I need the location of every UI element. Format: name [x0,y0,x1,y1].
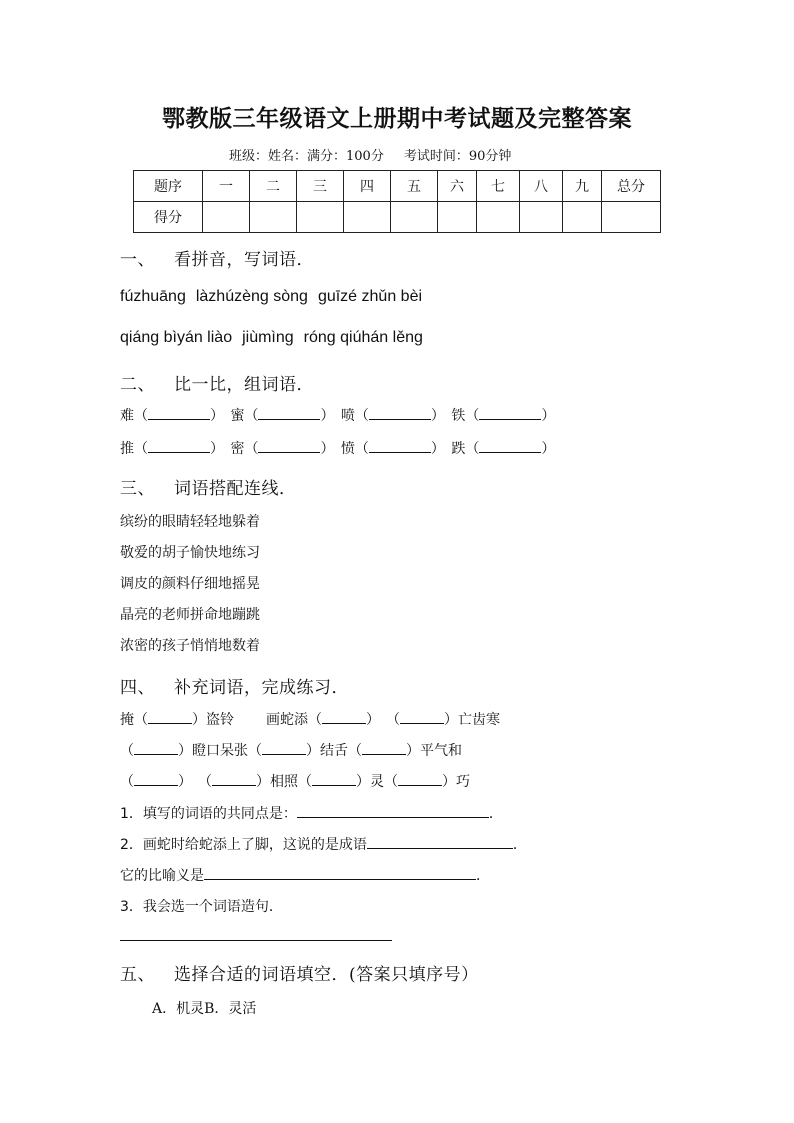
section-title: 看拼音，写词语． [174,250,314,270]
section-title: 补充词语，完成练习． [174,678,349,698]
answer-blank[interactable] [322,709,366,724]
score-cell[interactable] [391,202,438,233]
match-line: 调皮的颜料仔细地摇晃 [120,576,260,592]
section-number: 四、 [120,678,155,698]
score-cell[interactable] [438,202,477,233]
pinyin-word: làzhúzèng sòng [195,288,308,305]
answer-blank[interactable] [258,405,320,420]
score-header-cell: 八 [520,171,563,202]
answer-blank[interactable] [148,709,192,724]
pinyin-line [120,288,432,306]
score-cell[interactable] [297,202,344,233]
answer-blank[interactable] [312,771,356,786]
match-line: 浓密的孩子悄悄地数着 [120,638,260,654]
compare-row [120,405,557,425]
answer-blank[interactable] [369,405,431,420]
question-3: 3．我会选一个词语造句． [120,899,283,915]
answer-blank[interactable] [148,405,210,420]
pinyin-line [120,329,433,347]
section-heading [120,370,314,395]
page-title: 鄂教版三年级语文上册期中考试题及完整答案 [162,105,632,132]
idiom-row: （ ） （ ）相照（ ）灵（ ）巧 [120,771,470,791]
answer-blank[interactable] [369,438,431,453]
score-row-label: 得分 [134,202,203,233]
score-cell[interactable] [203,202,250,233]
answer-blank[interactable] [204,865,476,880]
answer-blank[interactable] [134,740,178,755]
compare-item: 密（ ） [230,441,334,457]
section-title: 比一比，组词语． [174,375,314,395]
exam-time: 考试时间：90分钟 [403,149,512,164]
compare-item: 推（ ） [120,441,224,457]
compare-item: 铁（ ） [451,408,555,424]
question-2-meaning: 它的比喻义是 ． [120,865,490,885]
idiom-row: （ ）瞪口呆张（ ）结舌（ ）平气和 [120,740,462,760]
score-cell[interactable] [520,202,563,233]
pinyin-word: qiáng bìyán liào [120,329,233,346]
section-number: 一、 [120,250,155,270]
compare-item: 喷（ ） [341,408,445,424]
match-line: 敬爱的胡子愉快地练习 [120,545,260,561]
score-header-cell: 五 [391,171,438,202]
score-header-cell: 四 [344,171,391,202]
answer-blank[interactable] [262,740,306,755]
compare-item: 跌（ ） [451,441,555,457]
idiom-row: 掩（ ）盗铃 画蛇添（ ） （ ）亡齿寒 [120,709,500,729]
section-number: 二、 [120,375,155,395]
section-number: 五、 [120,965,155,985]
score-header-cell: 三 [297,171,344,202]
pinyin-word: jiùmìng [242,329,294,346]
score-header-cell: 九 [563,171,602,202]
match-line: 缤纷的眼睛轻轻地躲着 [120,514,260,530]
compare-item: 难（ ） [120,408,224,424]
score-cell[interactable] [602,202,661,233]
answer-blank[interactable] [148,438,210,453]
score-table-header [134,171,661,202]
answer-blank[interactable] [398,771,442,786]
section-heading [120,673,349,698]
exam-info [229,145,511,164]
pinyin-word: róng qiúhán lěng [303,329,423,346]
score-cell[interactable] [250,202,297,233]
section-title: 词语搭配连线． [174,479,297,499]
section-heading [120,960,479,985]
answer-blank[interactable] [479,438,541,453]
score-table-row [134,202,661,233]
answer-blank[interactable] [297,803,489,818]
score-table [133,170,661,233]
match-line: 晶亮的老师拼命地蹦跳 [120,607,260,623]
score-header-cell: 七 [477,171,520,202]
score-header-cell: 六 [438,171,477,202]
score-cell[interactable] [344,202,391,233]
section-title: 选择合适的词语填空．(答案只填序号） [174,965,479,985]
pinyin-word: fúzhuāng [120,288,186,305]
section-heading [120,245,314,270]
score-header-cell: 总分 [602,171,661,202]
score-header-cell: 二 [250,171,297,202]
score-cell[interactable] [563,202,602,233]
compare-item: 愤（ ） [341,441,445,457]
sentence-answer-line[interactable] [120,926,392,941]
compare-row [120,438,557,458]
answer-blank[interactable] [479,405,541,420]
answer-options: A．机灵B．灵活 [152,1001,257,1017]
question-1: 1．填写的词语的共同点是： ． [120,803,503,823]
class-name-score: 班级：姓名：满分：100分 [229,149,384,164]
section-number: 三、 [120,479,155,499]
answer-blank[interactable] [134,771,178,786]
pinyin-word: guīzé zhǔn bèi [317,288,423,305]
answer-blank[interactable] [400,709,444,724]
question-2: 2．画蛇时给蛇添上了脚，这说的是成语 ． [120,834,527,854]
answer-blank[interactable] [367,834,513,849]
section-heading [120,474,297,499]
answer-blank[interactable] [362,740,406,755]
answer-blank[interactable] [258,438,320,453]
answer-blank[interactable] [212,771,256,786]
score-header-cell: 一 [203,171,250,202]
score-header-cell: 题序 [134,171,203,202]
score-cell[interactable] [477,202,520,233]
compare-item: 蜜（ ） [230,408,334,424]
